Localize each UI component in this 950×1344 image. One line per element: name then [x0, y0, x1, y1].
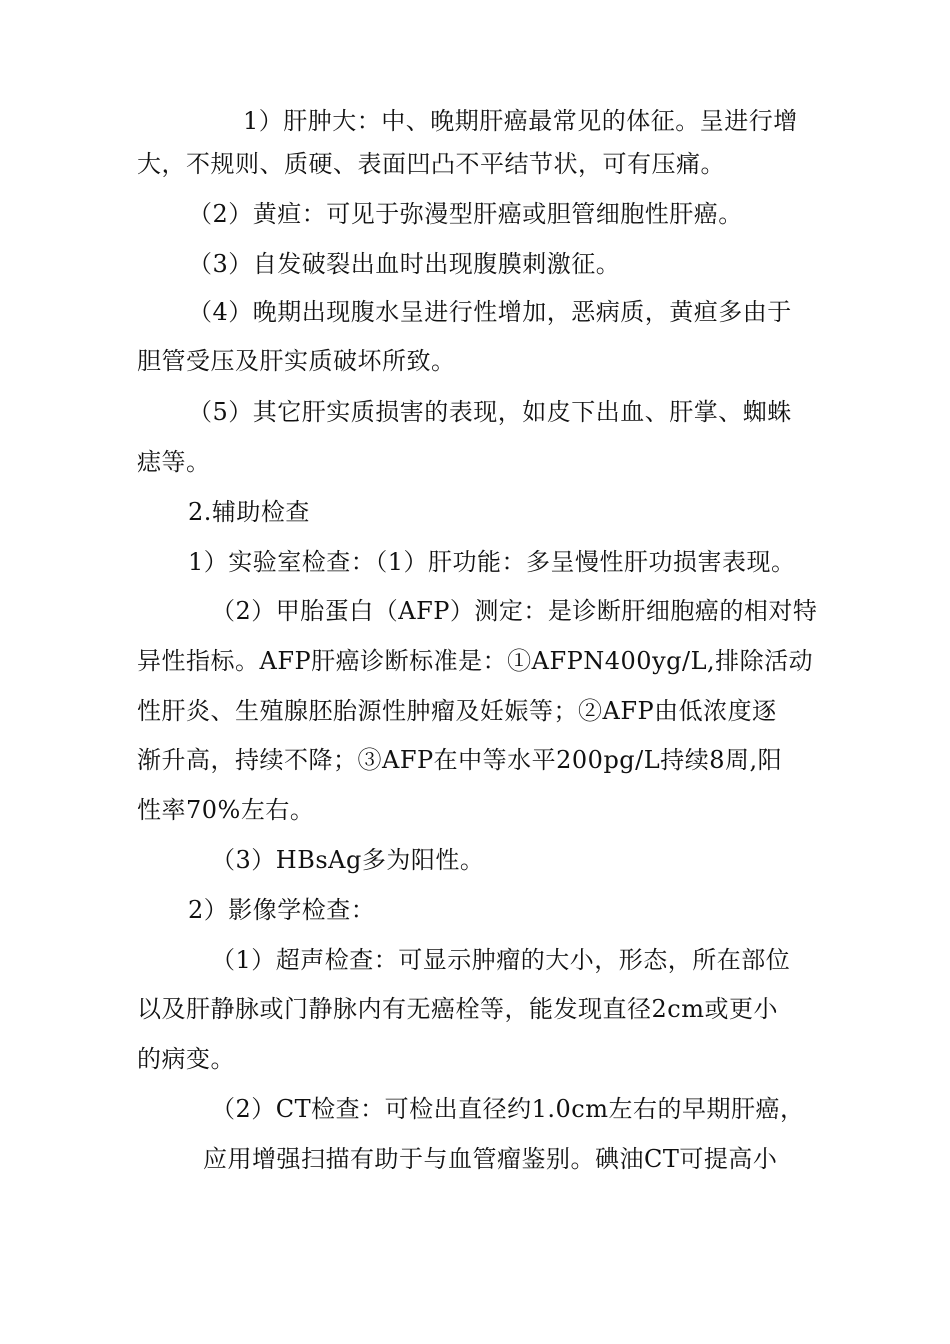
text-line: 异性指标。AFP肝癌诊断标准是：①AFPN400yg/L,排除活动: [137, 647, 814, 675]
text-line: （2）CT检查：可检出直径约1.0cm左右的早期肝癌，: [211, 1095, 805, 1123]
text-line: 胆管受压及肝实质破坏所致。: [137, 347, 456, 375]
text-line: （3）HBsAg多为阳性。: [211, 846, 485, 874]
text-line: 以及肝静脉或门静脉内有无癌栓等，能发现直径2cm或更小: [137, 995, 778, 1023]
text-line: （2）甲胎蛋白（AFP）测定：是诊断肝细胞癌的相对特: [211, 597, 818, 625]
text-line: 2）影像学检查：: [188, 896, 376, 924]
text-line: （1）超声检查：可显示肿瘤的大小，形态，所在部位: [211, 946, 791, 974]
text-line: 性率70%左右。: [137, 796, 315, 824]
text-line: 的病变。: [137, 1045, 235, 1073]
text-line: 1）实验室检查：（1）肝功能：多呈慢性肝功损害表现。: [188, 548, 796, 576]
text-line: 应用增强扫描有助于与血管瘤鉴别。碘油CT可提高小: [203, 1145, 778, 1173]
text-line: 性肝炎、生殖腺胚胎源性肿瘤及妊娠等；②AFP由低浓度逐: [137, 697, 777, 725]
text-line: （4）晚期出现腹水呈进行性增加，恶病质，黄疸多由于: [188, 298, 792, 326]
section-heading: 2.辅助检查: [188, 498, 310, 526]
text-line: （5）其它肝实质损害的表现，如皮下出血、肝掌、蜘蛛: [188, 398, 792, 426]
text-line: 痣等。: [137, 448, 211, 476]
text-line: （3）自发破裂出血时出现腹膜刺激征。: [188, 250, 621, 278]
text-line: 渐升高，持续不降；③AFP在中等水平200pg/L持续8周,阳: [137, 746, 783, 774]
text-line: 1）肝肿大：中、晚期肝癌最常见的体征。呈进行增: [243, 107, 798, 135]
text-line: 大，不规则、质硬、表面凹凸不平结节状，可有压痛。: [137, 150, 725, 178]
text-line: （2）黄疸：可见于弥漫型肝癌或胆管细胞性肝癌。: [188, 200, 743, 228]
